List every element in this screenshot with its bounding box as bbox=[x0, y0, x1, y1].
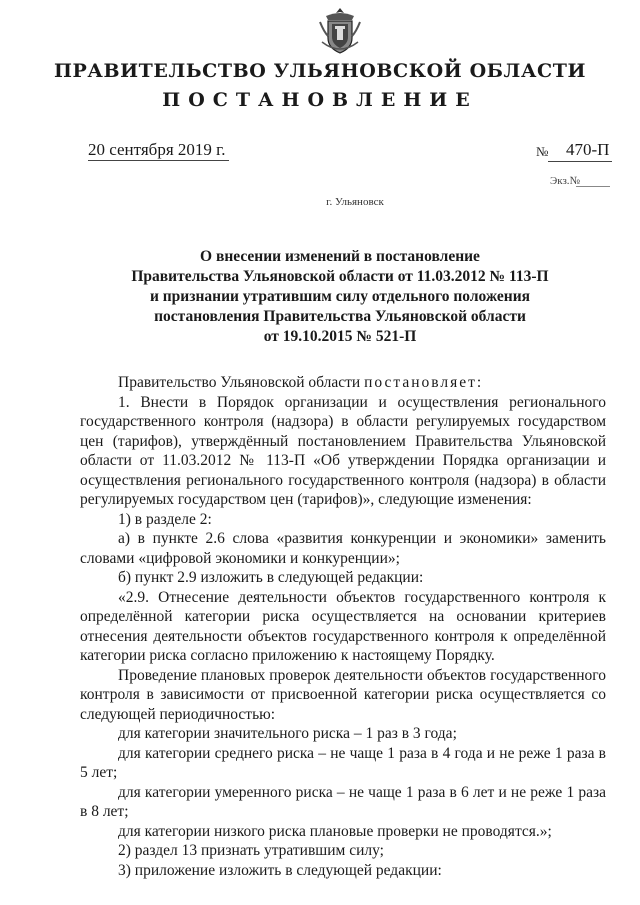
document-type: ПОСТАНОВЛЕНИЕ bbox=[162, 89, 478, 111]
document-number: 470-П bbox=[566, 140, 610, 159]
body-paragraph: для категории умеренного риска – не чаще 1 раза в 6 лет и не реже 1 раза в 8 лет; bbox=[80, 783, 606, 820]
document-date: 20 сентября 2019 г. bbox=[88, 140, 229, 161]
copy-number-underline bbox=[576, 186, 610, 187]
title-line: от 19.10.2015 № 521-П bbox=[263, 328, 417, 345]
title-line: О внесении изменений в постановление bbox=[200, 248, 480, 265]
intro-paragraph bbox=[80, 373, 606, 393]
title-line: постановления Правительства Ульяновской области bbox=[154, 308, 526, 325]
coat-of-arms-icon bbox=[318, 6, 362, 56]
body-paragraph: для категории среднего риска – не чаще 1 раза в 4 года и не реже 1 раза в 5 лет; bbox=[80, 744, 606, 781]
body-paragraph: 1) в разделе 2: bbox=[118, 510, 212, 528]
body-paragraph: а) в пункте 2.6 слова «развития конкуренции и экономики» заменить словами «цифровой экономики и конкуренции»; bbox=[80, 530, 606, 567]
body-paragraph: «2.9. Отнесение деятельности объектов государственного контроля к определённой категории риска осуществляется на основании критериев отнесения деятельности объектов государственного контроля к определённой категории риска согласно приложению к настоящему Порядку. bbox=[80, 588, 606, 664]
body-paragraph: 3) приложение изложить в следующей редакции: bbox=[118, 861, 442, 879]
document-body bbox=[80, 373, 606, 880]
intro-verb: постановляет: bbox=[364, 374, 484, 391]
body-paragraph: б) пункт 2.9 изложить в следующей редакции: bbox=[118, 569, 424, 586]
document-title bbox=[100, 247, 580, 347]
title-line: и признании утратившим силу отдельного положения bbox=[149, 288, 531, 305]
copy-number-label: Экз.№ bbox=[550, 175, 581, 187]
body-paragraph: 1. Внести в Порядок организации и осуществления регионального государственного контроля (надзора) в области регулируемых государством цен (тарифов), утверждённый постановлением Правительства Ульяновской области от 11.03.2012 № 113-П «Об утверждении Порядка организации и осуществления регионального государственного контроля (надзора) в области регулируемых государством цен (тарифов)», следующие изменения: bbox=[80, 393, 606, 508]
title-line: Правительства Ульяновской области от 11.03.2012 № 113-П bbox=[131, 268, 549, 285]
body-paragraph: для категории низкого риска плановые проверки не проводятся.»; bbox=[118, 822, 552, 840]
government-name: ПРАВИТЕЛЬСТВО УЛЬЯНОВСКОЙ ОБЛАСТИ bbox=[53, 60, 587, 82]
number-underline bbox=[548, 161, 612, 162]
intro-text: Правительство Ульяновской области bbox=[118, 374, 361, 391]
number-label: № bbox=[536, 144, 549, 159]
body-paragraph: для категории значительного риска – 1 раз в 3 года; bbox=[118, 725, 457, 742]
body-paragraph: 2) раздел 13 признать утратившим силу; bbox=[118, 842, 384, 859]
city: г. Ульяновск bbox=[326, 196, 384, 208]
body-paragraph: Проведение плановых проверок деятельности объектов государственного контроля в зависимости от присвоенной категории риска осуществляется со следующей периодичностью: bbox=[80, 666, 606, 723]
